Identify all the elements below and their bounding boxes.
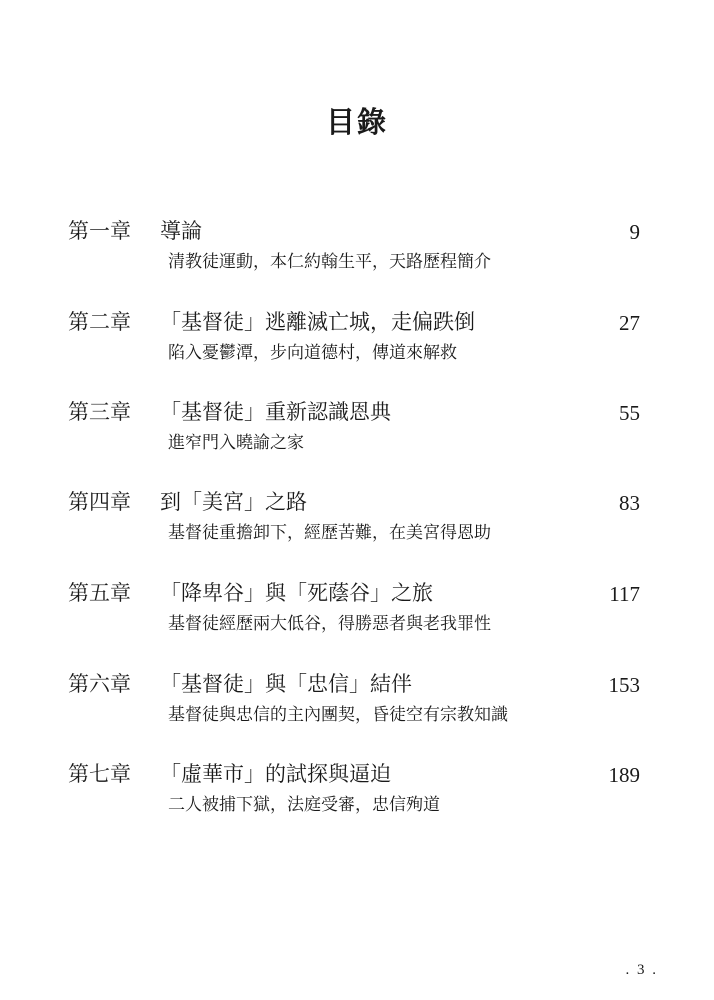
chapter-number: 第五章 [68, 581, 131, 605]
chapter-title: 「基督徒」與「忠信」結伴 [160, 672, 412, 696]
chapter-title: 「虛華市」的試探與逼迫 [160, 762, 391, 786]
chapter-page-number: 9 [629, 220, 640, 244]
chapter-title: 「基督徒」重新認識恩典 [160, 400, 391, 424]
toc-entry[interactable] [68, 216, 648, 286]
chapter-number: 第六章 [68, 672, 131, 696]
toc-entry[interactable] [68, 397, 648, 467]
toc-entry[interactable] [68, 487, 648, 557]
chapter-summary: 陷入憂鬱潭，步向道德村，傳道來解救 [168, 343, 457, 363]
toc-entry[interactable] [68, 578, 648, 648]
chapter-summary: 清教徒運動，本仁約翰生平，天路歷程簡介 [168, 252, 491, 272]
chapter-title: 到「美宮」之路 [160, 490, 307, 514]
chapter-summary: 二人被捕下獄，法庭受審，忠信殉道 [168, 795, 440, 815]
toc-entry[interactable] [68, 669, 648, 739]
chapter-summary: 基督徒重擔卸下，經歷苦難，在美宮得恩助 [168, 523, 491, 543]
chapter-title: 導論 [160, 219, 202, 243]
chapter-title: 「基督徒」逃離滅亡城，走偏跌倒 [160, 310, 475, 334]
chapter-page-number: 153 [608, 673, 640, 697]
chapter-number: 第二章 [68, 310, 131, 334]
page-number: . 3 . [625, 962, 658, 978]
chapter-page-number: 27 [619, 311, 640, 335]
toc-entry[interactable] [68, 759, 648, 829]
chapter-title: 「降卑谷」與「死蔭谷」之旅 [160, 581, 433, 605]
chapter-number: 第三章 [68, 400, 131, 424]
chapter-summary: 基督徒與忠信的主內團契，昏徒空有宗教知識 [168, 705, 508, 725]
chapter-page-number: 189 [608, 763, 640, 787]
chapter-summary: 進窄門入曉諭之家 [168, 433, 304, 453]
chapter-page-number: 117 [609, 582, 640, 606]
chapter-summary: 基督徒經歷兩大低谷，得勝惡者與老我罪性 [168, 614, 491, 634]
toc-entry[interactable] [68, 307, 648, 377]
chapter-page-number: 55 [619, 401, 640, 425]
chapter-page-number: 83 [619, 491, 640, 515]
chapter-number: 第七章 [68, 762, 131, 786]
chapter-number: 第四章 [68, 490, 131, 514]
chapter-number: 第一章 [68, 219, 131, 243]
page-title: 目錄 [325, 105, 388, 139]
